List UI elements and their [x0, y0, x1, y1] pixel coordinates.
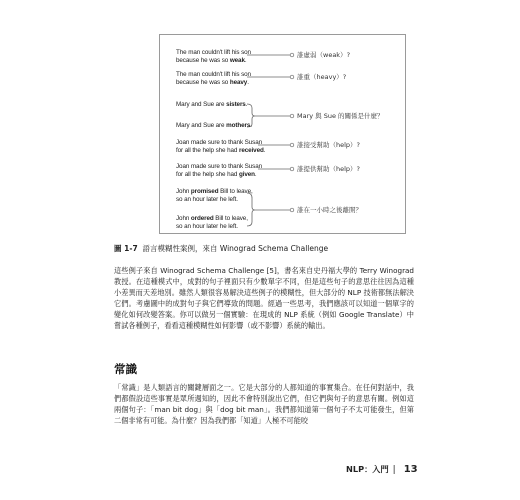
example-text: Joan made sure to thank Susan: [176, 163, 263, 170]
annotation-heavy: 誰重（heavy）?: [297, 73, 347, 81]
section-title: 常識: [114, 362, 137, 376]
example-text: The man couldn't lift his son: [176, 71, 251, 78]
page-number: 13: [403, 464, 418, 475]
example-text: Mary and Sue are: [176, 101, 227, 108]
example-keyword: given: [238, 171, 255, 178]
example-text: so an hour later he left.: [176, 196, 238, 203]
example-heavy: [176, 71, 251, 87]
example-given: [176, 163, 262, 179]
footer-separator: |: [392, 465, 396, 475]
example-received: [176, 139, 265, 155]
page-footer: [346, 464, 418, 475]
paragraph-1: 這些例子來自 Winograd Schema Challenge [5]，書名來自史丹福大學的 Terry Winograd 教授。在這種模式中，成對的句子裡面只有少數單字不同，但是這些句子的意思往往因為這種小差異而天差地別。雖然人類很容易解決這些例子的模糊性，但大部分的 NLP 技術都無法解決它們。考慮圖中的成對句子與它們導致的問題。經過一些思考，我們應該可以知道一個單字的變化如何改變答案。你可以做另一個實驗：在現成的 NLP 系統（例如 Google Translate）中嘗試各種例子，看看這種模糊性如何影響（或不影響）系統的輸出。: [114, 266, 414, 331]
example-text: Joan made sure to thank Susan: [176, 139, 263, 146]
example-text: so an hour later he left.: [176, 223, 238, 230]
example-weak: [176, 49, 251, 65]
example-text: .: [263, 147, 266, 154]
annotation-received: 誰接受幫助（help）?: [297, 141, 361, 149]
example-text: .: [247, 79, 249, 86]
example-text: John: [176, 215, 191, 222]
example-text: for all the help she had: [176, 147, 239, 154]
example-text: Mary and Sue are: [176, 122, 227, 129]
annotation-leave: 誰在一小時之後離開？: [297, 206, 362, 214]
running-footer: NLP：入門: [346, 464, 389, 474]
figure-number: 圖 1-7: [114, 244, 138, 253]
annotation-relationship: Mary 與 Sue 的關係是什麼？: [297, 112, 384, 120]
example-keyword: weak: [229, 57, 245, 64]
annotation-weak: 誰虛弱（weak）?: [297, 51, 351, 59]
example-text: because he was so: [176, 79, 230, 86]
example-text: .: [245, 101, 248, 108]
figure-caption-text: 語言模糊性案例，來自 Winograd Schema Challenge: [142, 244, 329, 253]
example-text: .: [244, 57, 247, 64]
figure-1-7: [159, 34, 406, 234]
example-keyword: ordered: [190, 215, 214, 222]
example-keyword: received: [238, 147, 264, 154]
example-keyword: mothers: [226, 122, 251, 129]
example-sisters: [176, 101, 247, 109]
example-text: John: [176, 188, 191, 195]
example-ordered: [176, 215, 248, 231]
example-text: Bill to leave,: [218, 188, 253, 195]
example-text: The man couldn't lift his son: [176, 49, 251, 56]
example-promised: [176, 188, 253, 204]
annotation-given: 誰提供幫助（help）?: [297, 165, 361, 173]
figure-caption: [114, 243, 328, 254]
example-text: .: [250, 122, 252, 129]
paragraph-2: 「常識」是人類語言的關鍵層面之一。它是大部分的人都知道的事實集合。在任何對話中，我們都假設這些事實是眾所週知的，因此不會特別說出它們，但它們與句子的意思有關。例如這兩個句子：「man bit dog」與「dog bit man」。我們都知道第一個句子不太可能發生，但第二個非常有可能。為什麼？因為我們都「知道」人極不可能咬: [114, 383, 414, 426]
example-mothers: [176, 122, 252, 130]
example-text: Bill to leave,: [213, 215, 248, 222]
example-keyword: sisters: [226, 101, 246, 108]
example-text: for all the help she had: [176, 171, 239, 178]
example-keyword: promised: [190, 188, 219, 195]
example-text: because he was so: [176, 57, 230, 64]
example-keyword: heavy: [229, 79, 248, 86]
example-text: .: [254, 171, 257, 178]
